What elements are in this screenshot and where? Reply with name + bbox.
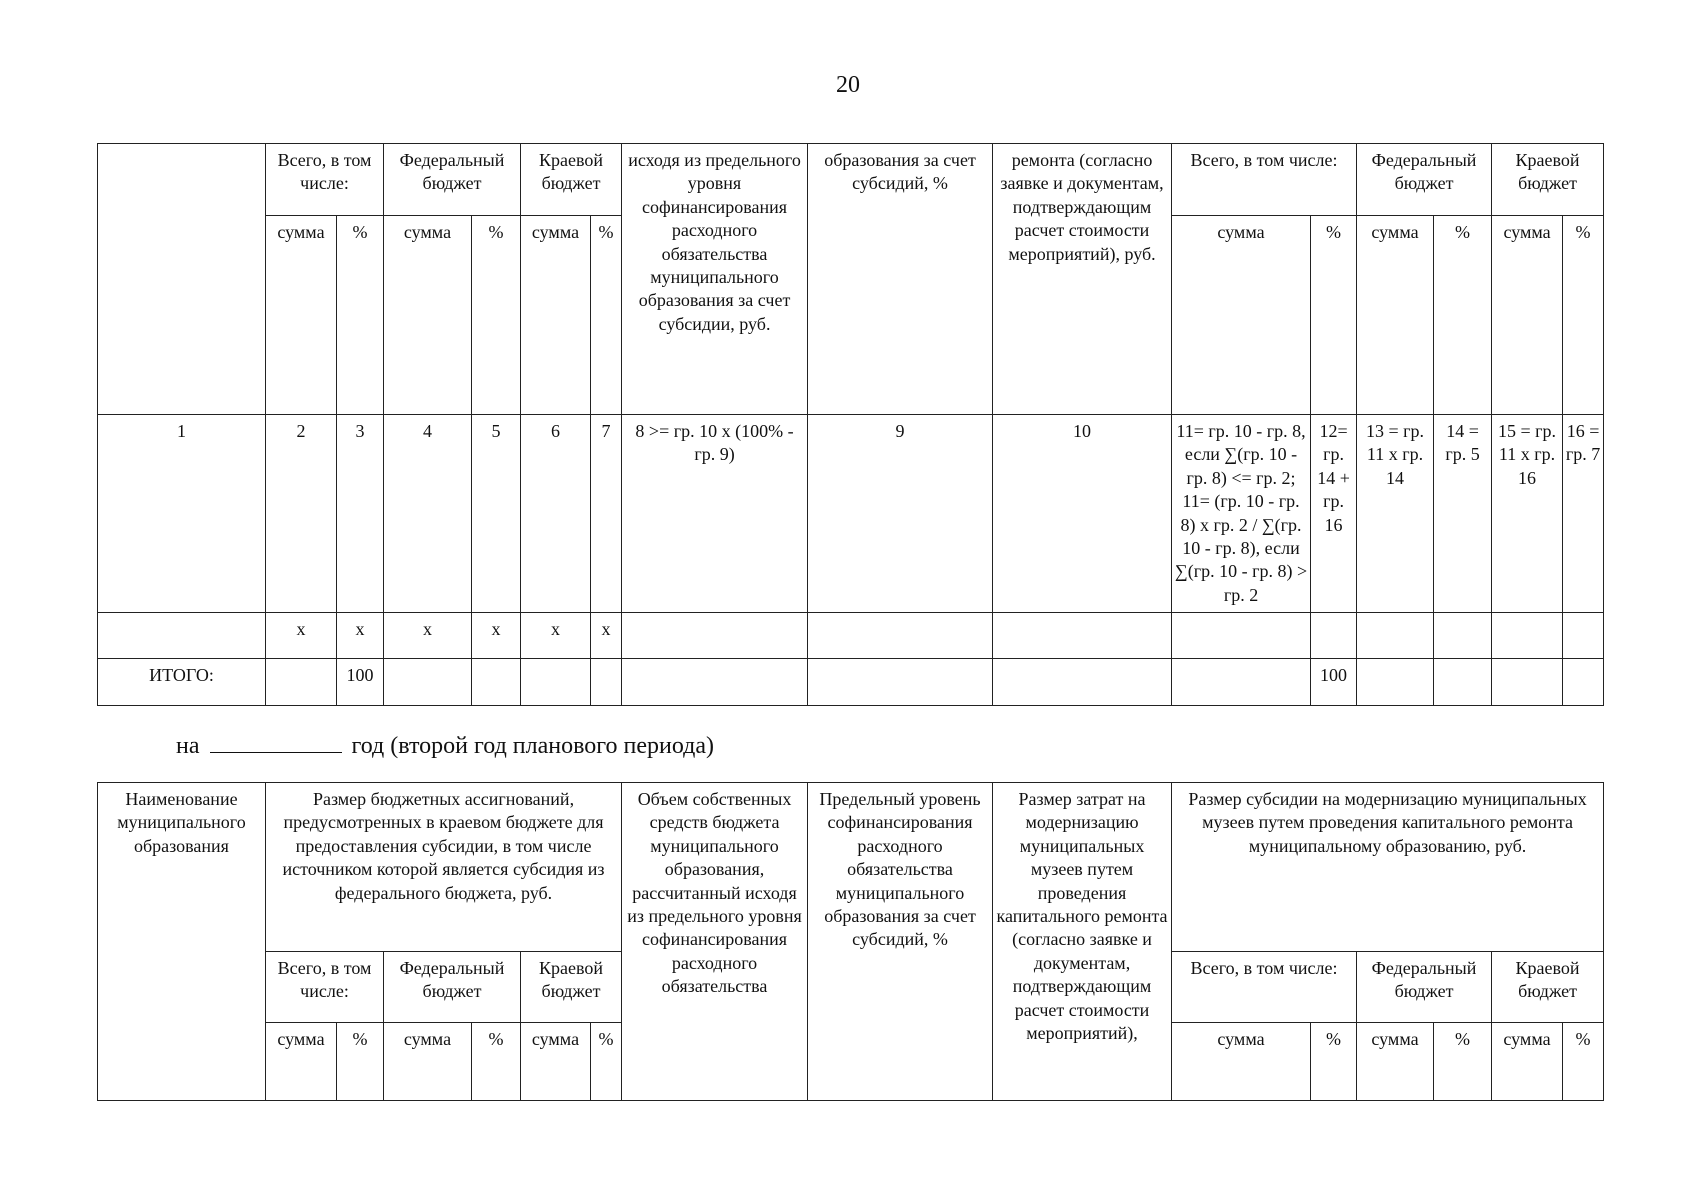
cell-empty (1492, 613, 1563, 659)
cell-empty (1563, 613, 1604, 659)
header-limit-level: образования за счет субсидий, % (808, 144, 993, 415)
cell-empty (472, 659, 521, 706)
header-pct: % (472, 216, 521, 415)
cell-empty (1434, 659, 1492, 706)
header-pct: % (1563, 216, 1604, 415)
header-subsidy-regional: Краевой бюджет (1492, 952, 1604, 1023)
heading-prefix: на (176, 733, 200, 759)
col-number: 1 (98, 415, 266, 613)
cell-empty (266, 659, 337, 706)
header-pct: % (591, 1023, 622, 1101)
cell-empty (622, 613, 808, 659)
cell-x: x (591, 613, 622, 659)
header-summa: сумма (1357, 1023, 1434, 1101)
cell-empty (1434, 613, 1492, 659)
header-summa: сумма (384, 1023, 472, 1101)
header-regional: Краевой бюджет (521, 144, 622, 216)
col-number: 7 (591, 415, 622, 613)
cell-empty (1172, 613, 1311, 659)
header-pct: % (472, 1023, 521, 1101)
col-formula: 15 = гр. 11 x гр. 16 (1492, 415, 1563, 613)
header-pct: % (1311, 216, 1357, 415)
col-number: 6 (521, 415, 591, 613)
col-formula: 11= гр. 10 - гр. 8, если ∑(гр. 10 - гр. 8) <= гр. 2; 11= (гр. 10 - гр. 8) x гр. 2 / ∑(гр. 10 - гр. 8), если ∑(гр. 10 - гр. 8) > гр. 2 (1172, 415, 1311, 613)
header-subsidy-federal: Федеральный бюджет (1357, 144, 1492, 216)
header-cell-name (98, 144, 266, 415)
header-summa: сумма (1492, 216, 1563, 415)
header-summa: сумма (1357, 216, 1434, 415)
header-subsidy-regional: Краевой бюджет (1492, 144, 1604, 216)
header-total: Всего, в том числе: (266, 144, 384, 216)
x-row (98, 613, 1604, 659)
total-row (98, 659, 1604, 706)
header-subsidy-total: Всего, в том числе: (1172, 952, 1357, 1023)
cell-x: x (266, 613, 337, 659)
header-budget-allocations: Размер бюджетных ассигнований, предусмотренных в краевом бюджете для предоставления субсидии, в том числе источником которой является субсидия из федерального бюджета, руб. (266, 783, 622, 952)
header-subsidy-total: Всего, в том числе: (1172, 144, 1357, 216)
year-blank-line (210, 730, 342, 753)
col-number: 3 (337, 415, 384, 613)
total-subsidy-pct: 100 (1311, 659, 1357, 706)
col-number: 10 (993, 415, 1172, 613)
col-formula: 8 >= гр. 10 x (100% - гр. 9) (622, 415, 808, 613)
cell-empty (1311, 613, 1357, 659)
cell-empty (1357, 613, 1434, 659)
period-heading (176, 730, 714, 760)
cell-empty (384, 659, 472, 706)
col-number: 4 (384, 415, 472, 613)
header-summa: сумма (266, 216, 337, 415)
header-pct: % (1434, 1023, 1492, 1101)
header-subsidy-federal: Федеральный бюджет (1357, 952, 1492, 1023)
header-total: Всего, в том числе: (266, 952, 384, 1023)
header-summa: сумма (384, 216, 472, 415)
col-formula: 12= гр. 14 + гр. 16 (1311, 415, 1357, 613)
cell-empty (521, 659, 591, 706)
header-federal: Федеральный бюджет (384, 144, 521, 216)
header-own-funds: исходя из предельного уровня софинансирования расходного обязательства муниципального образования за счет субсидии, руб. (622, 144, 808, 415)
cell-empty (808, 613, 993, 659)
cell-x: x (337, 613, 384, 659)
col-formula: 14 = гр. 5 (1434, 415, 1492, 613)
cell-empty (1357, 659, 1434, 706)
col-formula: 13 = гр. 11 x гр. 14 (1357, 415, 1434, 613)
total-label: ИТОГО: (98, 659, 266, 706)
header-summa: сумма (521, 216, 591, 415)
header-own-funds: Объем собственных средств бюджета муниципального образования, рассчитанный исходя из предельного уровня софинансирования расходного обязательства (622, 783, 808, 1101)
cell-x: x (521, 613, 591, 659)
header-pct: % (1434, 216, 1492, 415)
cell-empty (808, 659, 993, 706)
header-pct: % (591, 216, 622, 415)
header-summa: сумма (266, 1023, 337, 1101)
header-pct: % (337, 1023, 384, 1101)
header-summa: сумма (1172, 1023, 1311, 1101)
header-costs: ремонта (согласно заявке и документам, подтверждающим расчет стоимости мероприятий), руб. (993, 144, 1172, 415)
header-summa: сумма (1492, 1023, 1563, 1101)
cell-empty (1172, 659, 1311, 706)
col-number: 9 (808, 415, 993, 613)
header-subsidy-size: Размер субсидии на модернизацию муниципальных музеев путем проведения капитального ремонта муниципальному образованию, руб. (1172, 783, 1604, 952)
header-summa: сумма (521, 1023, 591, 1101)
cell-empty (993, 613, 1172, 659)
header-costs: Размер затрат на модернизацию муниципальных музеев путем проведения капитального ремонта (согласно заявке и документам, подтверждающим расчет стоимости мероприятий), (993, 783, 1172, 1101)
cell-empty (98, 613, 266, 659)
heading-suffix: год (второй год планового периода) (351, 733, 715, 759)
col-number: 5 (472, 415, 521, 613)
cell-x: x (472, 613, 521, 659)
cell-empty (993, 659, 1172, 706)
cell-empty (1563, 659, 1604, 706)
cell-empty (591, 659, 622, 706)
allocation-table-second-year (97, 782, 1604, 1101)
cell-empty (1492, 659, 1563, 706)
col-formula: 16 = гр. 7 (1563, 415, 1604, 613)
header-pct: % (1311, 1023, 1357, 1101)
column-number-row (98, 415, 1604, 613)
header-pct: % (337, 216, 384, 415)
header-regional: Краевой бюджет (521, 952, 622, 1023)
total-pct: 100 (337, 659, 384, 706)
header-municipality-name: Наименование муниципального образования (98, 783, 266, 1101)
allocation-table-continued (97, 143, 1604, 706)
header-summa: сумма (1172, 216, 1311, 415)
cell-x: x (384, 613, 472, 659)
page-number: 20 (836, 72, 860, 98)
header-limit-level: Предельный уровень софинансирования расходного обязательства муниципального образования за счет субсидий, % (808, 783, 993, 1101)
cell-empty (622, 659, 808, 706)
header-pct: % (1563, 1023, 1604, 1101)
col-number: 2 (266, 415, 337, 613)
header-federal: Федеральный бюджет (384, 952, 521, 1023)
